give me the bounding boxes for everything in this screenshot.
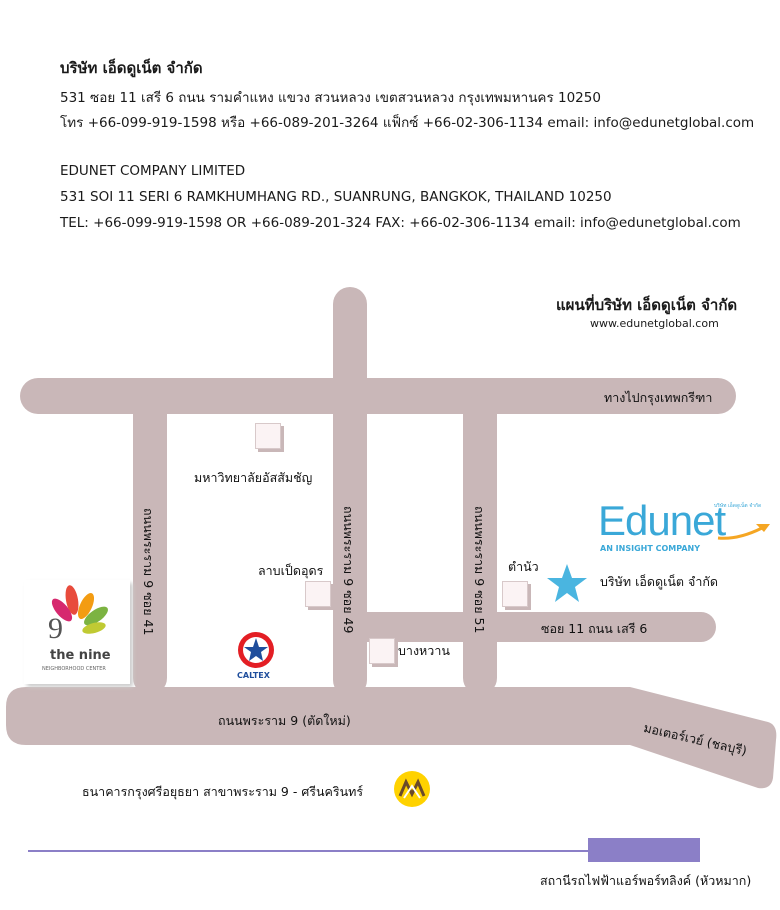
label-bangwan: บางหวาน — [398, 643, 450, 658]
label-larb: ลาบเป็ดอุดร — [258, 563, 324, 578]
nine-numeral: 9 — [48, 612, 63, 645]
en-address: 531 SOI 11 SERI 6 RAMKHUMHANG RD., SUANRUNG, BANGKOK, THAILAND 10250 — [60, 189, 612, 205]
krungsri-bank-icon — [393, 770, 431, 808]
caltex-icon — [236, 630, 276, 670]
the-nine-logo — [24, 580, 130, 684]
label-university: มหาวิทยาลัยอัสสัมชัญ — [194, 470, 313, 485]
thai-address: 531 ซอย 11 เสรี 6 ถนน รามคำแหง แขวง สวนหลวง เขตสวนหลวง กรุงเทพมหานคร 10250 — [60, 90, 601, 106]
map-title: แผนที่บริษัท เอ็ดดูเน็ต จำกัด — [556, 296, 738, 314]
building-larb-icon — [305, 581, 331, 607]
airport-rail-line — [28, 850, 588, 852]
label-airport-link: สถานีรถไฟฟ้าแอร์พอร์ทลิงค์ (หัวหมาก) — [540, 873, 752, 888]
caltex-text: CALTEX — [237, 671, 270, 680]
edunet-small-text: บริษัท เอ็ดดูเน็ต จำกัด — [714, 503, 762, 509]
en-company-name: EDUNET COMPANY LIMITED — [60, 163, 246, 179]
thai-contact: โทร +66-099-919-1598 หรือ +66-089-201-3264 แฟ็กซ์ +66-02-306-1134 email: info@edunetglobal.com — [60, 115, 755, 131]
label-motorway: มอเตอร์เวย์ (ชลบุรี) — [642, 719, 749, 759]
building-police-icon — [502, 581, 528, 607]
map-url: www.edunetglobal.com — [590, 317, 719, 330]
label-police: ตำนัว — [508, 559, 539, 574]
building-university-icon — [255, 423, 281, 449]
label-bank: ธนาคารกรุงศรีอยุธยา สาขาพระราม 9 - ศรีนครินทร์ — [82, 784, 364, 799]
edunet-logo — [598, 497, 774, 564]
edunet-logo-text: Edunet — [598, 497, 726, 544]
airplane-icon — [716, 520, 772, 542]
label-top-road: ทางไปกรุงเทพกรีฑา — [604, 390, 713, 405]
label-soi11: ซอย 11 ถนน เสรี 6 — [541, 621, 648, 636]
edunet-tagline: AN INSIGHT COMPANY — [600, 544, 701, 553]
label-rama9: ถนนพระราม 9 (ตัดใหม่) — [218, 713, 351, 728]
label-soi41: ถนนพระราม 9 ซอย 41 — [141, 508, 156, 636]
nine-name: the nine — [50, 648, 111, 663]
en-contact: TEL: +66-099-919-1598 OR +66-089-201-324 FAX: +66-02-306-1134 email: info@edunetglobal.com — [60, 215, 741, 231]
building-bangwan-icon — [369, 638, 395, 664]
label-soi49: ถนนพระราม 9 ซอย 49 — [341, 506, 356, 634]
nine-sub: NEIGHBORHOOD CENTER — [42, 666, 106, 672]
airport-station-block — [588, 838, 700, 862]
company-star-icon — [546, 562, 588, 604]
label-company: บริษัท เอ็ดดูเน็ต จำกัด — [600, 574, 719, 589]
label-soi51: ถนนพระราม 9 ซอย 51 — [472, 506, 487, 634]
thai-company-name: บริษัท เอ็ดดูเน็ต จำกัด — [60, 59, 203, 77]
